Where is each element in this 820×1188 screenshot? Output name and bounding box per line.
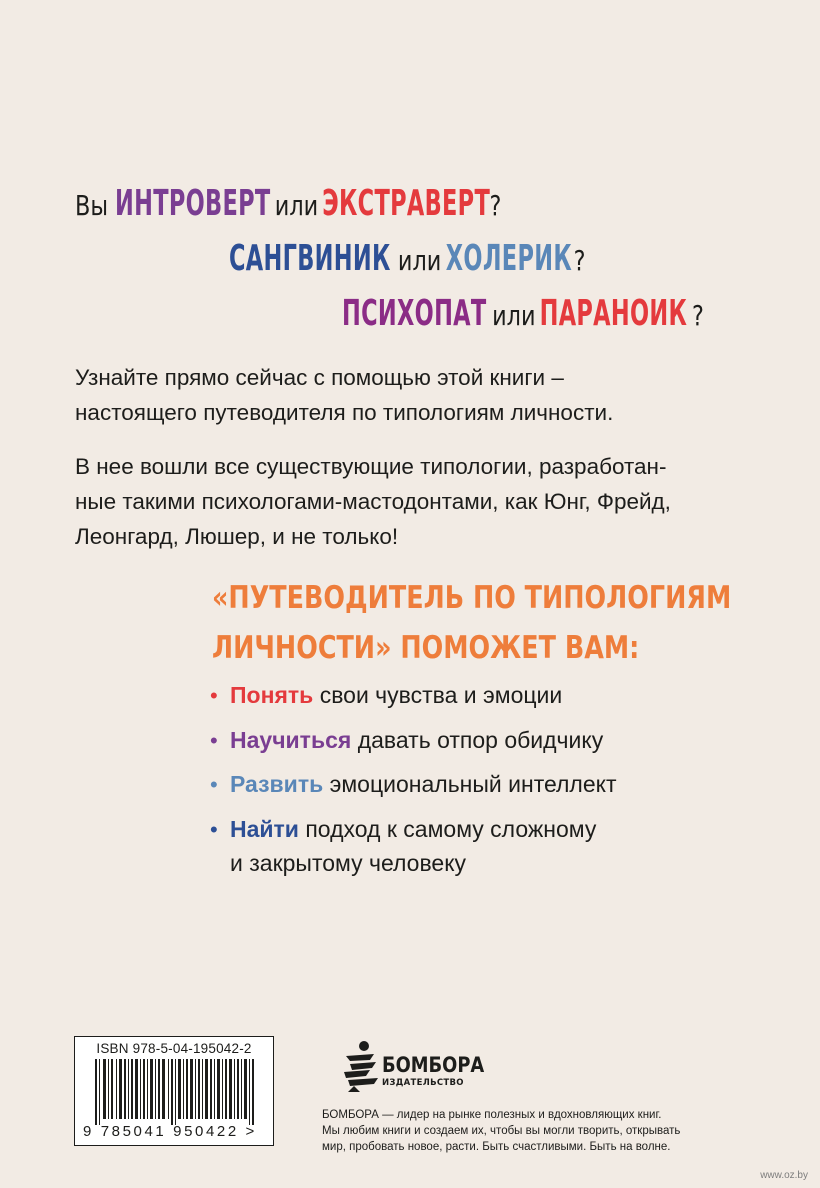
bullet-icon: •	[210, 683, 218, 708]
headline-joiner: или	[274, 189, 319, 222]
barcode-bars	[95, 1059, 255, 1125]
headline-line-1	[75, 183, 608, 224]
benefit-item-understand	[210, 677, 562, 714]
headline-joiner: или	[397, 244, 442, 277]
bullet-icon: •	[210, 728, 218, 753]
callout-line: ЛИЧНОСТИ» ПОМОЖЕТ ВАМ:	[212, 630, 640, 666]
benefit-text: подход к самому сложному	[305, 816, 597, 842]
callout-heading	[212, 573, 772, 673]
benefit-item-find	[210, 811, 596, 848]
callout-line: «ПУТЕВОДИТЕЛЬ ПО ТИПОЛОГИЯМ	[212, 580, 732, 616]
benefit-keyword: Развить	[230, 771, 324, 797]
headline-prefix: Вы	[75, 189, 109, 222]
isbn-label: ISBN 978-5-04-195042-2	[96, 1041, 252, 1056]
publisher-subtitle: ИЗДАТЕЛЬСТВО	[382, 1078, 464, 1088]
benefit-keyword: Научиться	[230, 727, 352, 753]
publisher-blurb-line: Мы любим книги и создаем их, чтобы вы могли творить, открывать	[322, 1125, 681, 1137]
isbn-digits: 9 785041 950422 >	[83, 1123, 257, 1140]
publisher-blurb-line: БОМБОРА — лидер на рынке полезных и вдохновляющих книг.	[322, 1109, 662, 1121]
benefit-text: эмоциональный интеллект	[329, 771, 617, 797]
publisher-blurb	[322, 1107, 680, 1155]
headline-word-choleric: ХОЛЕРИК	[445, 238, 572, 279]
headline-word-introvert: ИНТРОВЕРТ	[115, 183, 271, 224]
publisher-blurb-line: мир, пробовать новое, расти. Быть счастливыми. Быть на волне.	[322, 1141, 671, 1153]
headline-question-mark: ?	[573, 244, 586, 277]
headline-joiner: или	[492, 299, 536, 332]
benefit-text: давать отпор обидчику	[357, 727, 604, 753]
benefit-keyword: Понять	[230, 682, 314, 708]
description-line: ные такими психологами-мастодонтами, как Юнг, Фрейд,	[75, 489, 671, 514]
benefit-text: свои чувства и эмоции	[319, 682, 563, 708]
headline-word-sanguine: САНГВИНИК	[229, 238, 391, 279]
headline-word-paranoid: ПАРАНОИК	[539, 293, 688, 334]
headline-word-extravert: ЭКСТРАВЕРТ	[322, 183, 491, 224]
benefit-item-learn	[210, 722, 603, 759]
description-line: Леонгард, Люшер, и не только!	[75, 524, 399, 549]
benefit-continuation	[230, 845, 466, 881]
headline-line-3	[342, 293, 794, 334]
bullet-icon: •	[210, 772, 218, 797]
watermark: www.oz.by	[760, 1170, 808, 1181]
benefit-keyword: Найти	[230, 816, 299, 842]
isbn-barcode	[74, 1036, 274, 1146]
headline-question-mark: ?	[692, 299, 704, 332]
headline-line-2	[229, 238, 675, 279]
description-paragraph	[75, 449, 755, 554]
intro-line: Узнайте прямо сейчас с помощью этой книги –	[75, 365, 564, 390]
description-line: В нее вошли все существующие типологии, разработан-	[75, 454, 667, 479]
benefit-continuation-text: и закрытому человеку	[230, 850, 467, 876]
publisher-name: БОМБОРА	[382, 1053, 485, 1077]
headline-question-mark: ?	[489, 189, 502, 222]
intro-line: настоящего путеводителя по типологиям личности.	[75, 400, 614, 425]
intro-paragraph	[75, 360, 755, 430]
bombora-runner-icon	[340, 1040, 380, 1092]
bullet-icon: •	[210, 817, 218, 842]
headline-word-psychopath: ПСИХОПАТ	[342, 293, 487, 334]
benefit-item-develop	[210, 766, 617, 803]
